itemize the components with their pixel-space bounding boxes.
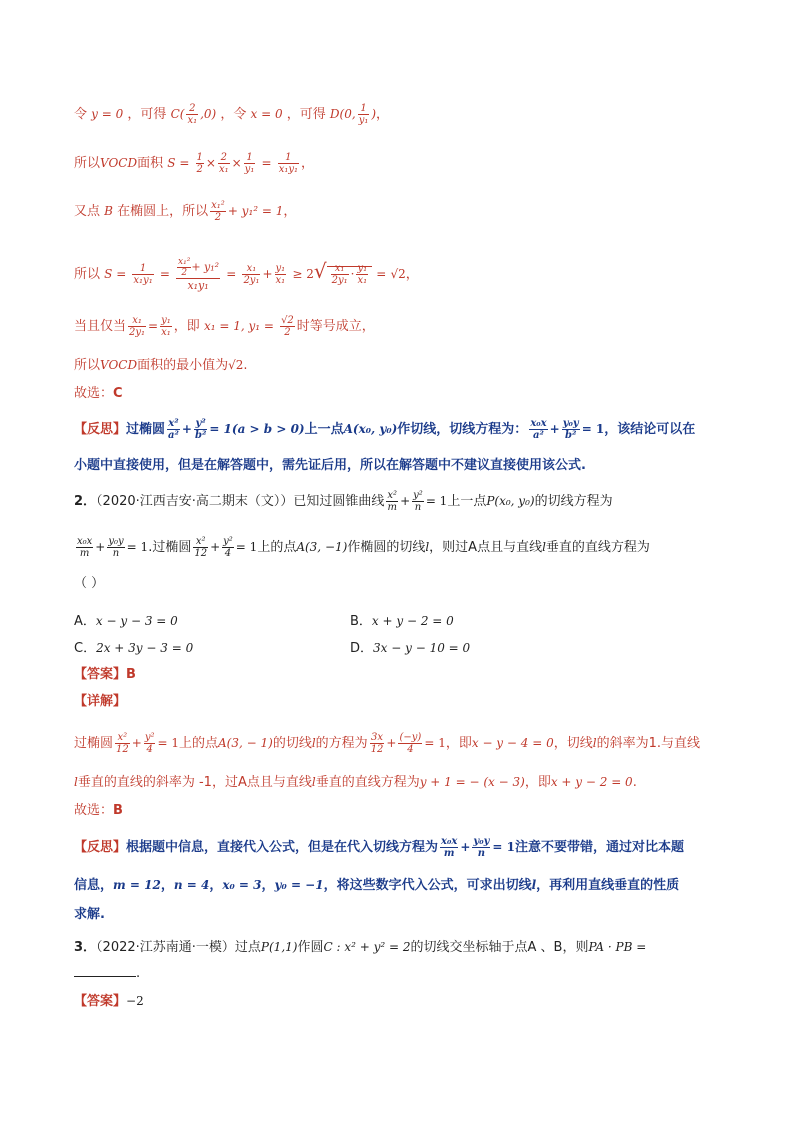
math: l bbox=[74, 775, 78, 789]
q3-blank-line bbox=[74, 964, 140, 984]
math: + bbox=[95, 540, 106, 554]
q2-detail-line-2 bbox=[74, 772, 637, 793]
fraction: $\frac{\text{x²}}{m}$ bbox=[387, 490, 398, 513]
text: 小题中直接使用，但是在解答题中，需先证后用，所以在解答题中不建议直接使用该公式. bbox=[74, 458, 586, 473]
q2-paren bbox=[74, 574, 104, 594]
q2-stem-line-2 bbox=[74, 536, 650, 559]
text: 的切线方程为 bbox=[534, 494, 613, 509]
math: √2 bbox=[228, 358, 244, 372]
text: 故选： bbox=[74, 803, 114, 818]
fraction: $\frac{1}{\text{y₁}}$ bbox=[244, 152, 255, 175]
math: = bbox=[159, 267, 170, 281]
text: 信息， bbox=[74, 878, 114, 893]
text: ， bbox=[301, 156, 315, 171]
answer-paren: （ ） bbox=[74, 576, 105, 591]
text: 过椭圆 bbox=[74, 736, 114, 751]
math: S = bbox=[104, 267, 127, 281]
text: 所以 bbox=[74, 267, 101, 282]
fraction: $\frac{\text{x₁²}}{2}$ bbox=[211, 200, 225, 223]
math: VOCD bbox=[100, 358, 138, 372]
math: m = 12 bbox=[113, 878, 161, 892]
sqrt-sign: √ bbox=[313, 259, 327, 283]
text: ，将这些数字代入公式，可求出切线 bbox=[323, 878, 532, 893]
fraction: $\frac{1}{\text{x₁y₁}}$ bbox=[133, 263, 153, 286]
solution-line-3 bbox=[74, 200, 296, 223]
option-a bbox=[74, 611, 178, 632]
fraction: $\frac{\text{x₀x}}{m}$ bbox=[77, 536, 93, 559]
solution-line-1 bbox=[74, 103, 389, 126]
math: PA · PB = bbox=[588, 940, 647, 954]
math: y₀ = −1 bbox=[274, 878, 324, 892]
q2-detail-tag bbox=[74, 692, 126, 712]
option-text: x − y − 3 = 0 bbox=[95, 614, 178, 628]
option-text: 3x − y − 10 = 0 bbox=[373, 641, 471, 655]
fraction: $\frac{\text{x₀x}}{\text{a²}}$ bbox=[530, 418, 547, 441]
answer-tag: 【答案】 bbox=[74, 994, 127, 1009]
answer-letter: C bbox=[113, 386, 123, 401]
fraction: $\frac{\text{x₁}}{\text{2y₁}}$ bbox=[331, 263, 348, 286]
math: l bbox=[311, 775, 316, 789]
math: ≥ 2 bbox=[292, 267, 314, 281]
text: 上的点 bbox=[257, 540, 297, 555]
text: ， bbox=[160, 878, 174, 893]
math: D(0, bbox=[329, 107, 356, 121]
option-text: x + y − 2 = 0 bbox=[371, 614, 454, 628]
math: VOCD bbox=[100, 156, 138, 170]
tag: 【反思】 bbox=[74, 840, 127, 855]
text: ， bbox=[376, 107, 390, 122]
math: = bbox=[261, 156, 272, 170]
math: = 1 bbox=[235, 540, 258, 554]
text: 垂直的直线的斜率为 -1，过A点且与直线 bbox=[77, 775, 312, 790]
text: ，再利用直线垂直的性质 bbox=[536, 878, 680, 893]
fraction: $\frac{1}{2}$ bbox=[196, 152, 203, 175]
fraction: $\frac{\text{x²}}{\text{a²}}$ bbox=[168, 418, 179, 441]
answer-blank[interactable] bbox=[74, 964, 136, 977]
fraction: $\frac{\text{y²}}{4}$ bbox=[144, 732, 155, 755]
text: 面积的最小值为 bbox=[137, 358, 229, 373]
math: × bbox=[231, 156, 242, 170]
text: 根据题中信息，直接代入公式，但是在代入切线方程为 bbox=[126, 840, 439, 855]
text: ， bbox=[405, 267, 419, 282]
option-c bbox=[74, 638, 193, 659]
fraction: $\frac{\text{y₀y}}{\text{b²}}$ bbox=[562, 418, 579, 441]
solution-line-6 bbox=[74, 355, 248, 376]
math: × bbox=[205, 156, 216, 170]
math: = 1 bbox=[581, 422, 605, 436]
math: l bbox=[425, 540, 430, 554]
text: ，可得 bbox=[127, 107, 167, 122]
math: A(3, −1) bbox=[296, 540, 348, 554]
reflection-2-line-3 bbox=[74, 905, 105, 925]
fraction: $\frac{\text{y₁}}{\text{x₁}}$ bbox=[275, 263, 286, 286]
math: √2 bbox=[390, 267, 406, 281]
fraction: $\frac{\text{y₀y}}{n}$ bbox=[108, 536, 124, 559]
question-source: （2022·江苏南通·一模） bbox=[96, 940, 235, 955]
option-label: A． bbox=[74, 614, 96, 629]
question-number: 2． bbox=[74, 494, 97, 509]
text: 过椭圆 bbox=[126, 422, 166, 437]
math: l bbox=[531, 878, 537, 892]
fraction: $\frac{\text{y₁}}{\text{x₁}}$ bbox=[161, 315, 171, 338]
text: 的斜率为1.与直线 bbox=[596, 736, 700, 751]
text: 故选： bbox=[74, 386, 114, 401]
text: 上一点 bbox=[447, 494, 487, 509]
reflection-1-line-1 bbox=[74, 418, 695, 441]
math: x + y − 2 = 0 bbox=[550, 775, 633, 789]
q2-answer bbox=[74, 665, 136, 685]
answer-value: B bbox=[126, 667, 136, 682]
option-label: B． bbox=[350, 614, 372, 629]
math: = 1 bbox=[126, 540, 149, 554]
option-d bbox=[350, 638, 470, 659]
choose-line bbox=[74, 384, 123, 404]
text: 当且仅当 bbox=[74, 319, 127, 334]
math: ,0) bbox=[200, 107, 217, 121]
fraction: $\frac{(-y)}{4}$ bbox=[399, 732, 422, 755]
q3-answer bbox=[74, 991, 144, 1012]
math: + bbox=[386, 736, 397, 750]
fraction: $\frac{\text{x₀x}}{m}$ bbox=[441, 836, 458, 859]
text: ， bbox=[209, 878, 223, 893]
fraction: $\frac{\text{y₀y}}{n}$ bbox=[473, 836, 490, 859]
text: ， bbox=[283, 204, 297, 219]
math: + bbox=[549, 422, 560, 436]
text: 作椭圆的切线 bbox=[347, 540, 426, 555]
text: ，切线 bbox=[553, 736, 593, 751]
text: 令 bbox=[74, 107, 88, 122]
text: 时等号成立， bbox=[296, 319, 375, 334]
math: l bbox=[592, 736, 597, 750]
text: 的方程为 bbox=[315, 736, 368, 751]
fraction: $\frac{2}{\text{x₁}}$ bbox=[218, 152, 229, 175]
option-b bbox=[350, 611, 454, 632]
math: y + 1 = − (x − 3) bbox=[419, 775, 525, 789]
text: ，令 bbox=[220, 107, 247, 122]
text: 作圆 bbox=[297, 940, 324, 955]
math: + bbox=[460, 840, 471, 854]
fraction: $\frac{√2}{2}$ bbox=[281, 315, 294, 338]
math: + bbox=[210, 540, 221, 554]
text: ，即 bbox=[524, 775, 551, 790]
text: 过点 bbox=[234, 940, 261, 955]
text: .过椭圆 bbox=[148, 540, 192, 555]
text: 所以 bbox=[74, 156, 101, 171]
fraction: $\frac{3x}{12}$ bbox=[370, 732, 384, 755]
math: = 1 bbox=[425, 494, 448, 508]
reflection-1-line-2 bbox=[74, 456, 586, 476]
math: l bbox=[311, 736, 316, 750]
math: P(x₀, y₀) bbox=[486, 494, 535, 508]
math: = bbox=[148, 319, 159, 333]
text: ，则过A点且与直线 bbox=[429, 540, 543, 555]
text: . bbox=[632, 775, 637, 790]
fraction: $\frac{\text{x₁}}{\text{2y₁}}$ bbox=[129, 315, 146, 338]
solution-line-5 bbox=[74, 315, 375, 338]
answer-tag: 【答案】 bbox=[74, 667, 127, 682]
math: = 1(a > b > 0) bbox=[209, 422, 305, 436]
math: + bbox=[181, 422, 192, 436]
text: 垂直的直线方程为 bbox=[315, 775, 420, 790]
math: ) bbox=[371, 107, 377, 121]
q2-stem-line-1 bbox=[74, 490, 613, 513]
math: y = 0 bbox=[91, 107, 124, 121]
math: = 1 bbox=[424, 736, 446, 750]
text: 在椭圆上，所以 bbox=[117, 204, 209, 219]
text: 的切线交坐标轴于点A 、B，则 bbox=[410, 940, 589, 955]
text: 垂直的直线方程为 bbox=[545, 540, 650, 555]
fraction: $\frac{\text{y₁}}{\text{x₁}}$ bbox=[357, 263, 368, 286]
text: ，该结论可以在 bbox=[604, 422, 696, 437]
math: = 1 bbox=[157, 736, 179, 750]
math: + bbox=[131, 736, 142, 750]
q3-stem-line-1 bbox=[74, 937, 646, 958]
solution-line-2 bbox=[74, 152, 314, 175]
math: C( bbox=[170, 107, 185, 121]
math: x − y − 4 = 0 bbox=[471, 736, 554, 750]
math: = bbox=[226, 267, 237, 281]
text: 又点 bbox=[74, 204, 101, 219]
tag: 【反思】 bbox=[74, 422, 127, 437]
math: + y₁² = 1 bbox=[227, 204, 284, 218]
math: n = 4 bbox=[173, 878, 210, 892]
text: ，即 bbox=[445, 736, 472, 751]
math: P(1,1) bbox=[260, 940, 298, 954]
text: . bbox=[243, 358, 248, 373]
q2-choose bbox=[74, 801, 123, 821]
math: = bbox=[376, 267, 387, 281]
text: 的切线 bbox=[272, 736, 312, 751]
text: 求解. bbox=[74, 907, 105, 922]
fraction: $\frac{2}{\text{x₁}}$ bbox=[187, 103, 198, 126]
fraction: $\frac{\text{y²}}{\text{b²}}$ bbox=[194, 418, 207, 441]
math: x₁ = 1, y₁ = bbox=[203, 319, 274, 333]
fraction: $\frac{1}{\text{y₁}}$ bbox=[358, 103, 369, 126]
math: = 1 bbox=[492, 840, 516, 854]
text: ，可得 bbox=[286, 107, 326, 122]
text: . bbox=[136, 966, 141, 981]
math: + bbox=[400, 494, 411, 508]
question-number: 3． bbox=[74, 940, 97, 955]
question-source: （2020·江西吉安·高二期末（文）） bbox=[96, 494, 294, 509]
fraction: $\frac{\text{x₁}}{\text{2y₁}}$ bbox=[243, 263, 260, 286]
fraction: $\frac{\text{y²}}{n}$ bbox=[413, 490, 423, 513]
math: A(3, − 1) bbox=[218, 736, 273, 750]
math: C : x² + y² = 2 bbox=[323, 940, 411, 954]
text: 所以 bbox=[74, 358, 101, 373]
fraction: $\frac{\text{y²}}{4}$ bbox=[223, 536, 233, 559]
answer-letter: B bbox=[113, 803, 123, 818]
answer-value: −2 bbox=[126, 994, 144, 1008]
text: ， bbox=[261, 878, 275, 893]
fraction: $\frac{\text{x²}}{12}$ bbox=[194, 536, 208, 559]
fraction: $\frac{\text{x²}}{12}$ bbox=[116, 732, 129, 755]
math: S = bbox=[167, 156, 190, 170]
text: 作切线，切线方程为： bbox=[397, 422, 528, 437]
reflection-2-line-1 bbox=[74, 836, 684, 859]
q2-detail-line-1 bbox=[74, 732, 700, 755]
math: x₀ = 3 bbox=[222, 878, 262, 892]
solution-line-4 bbox=[74, 257, 419, 292]
fraction: $\frac{1}{\text{x₁y₁}}$ bbox=[278, 152, 298, 175]
math: B bbox=[104, 204, 113, 218]
reflection-2-line-2 bbox=[74, 875, 679, 896]
text: 注意不要带错，通过对比本题 bbox=[515, 840, 685, 855]
math: x = 0 bbox=[250, 107, 283, 121]
math: A(x₀, y₀) bbox=[343, 422, 398, 436]
text: 上一点 bbox=[304, 422, 344, 437]
text: 已知过圆锥曲线 bbox=[293, 494, 385, 509]
option-text: 2x + 3y − 3 = 0 bbox=[96, 641, 194, 655]
text: 上的点 bbox=[179, 736, 219, 751]
sqrt-body: $\frac{\text{x₁}}{\text{2y₁}}$ · $\frac{\text{y₁}}{\text{x₁}}$ bbox=[327, 266, 373, 282]
detail-tag: 【详解】 bbox=[74, 694, 127, 709]
math: + bbox=[262, 267, 273, 281]
text: 面积 bbox=[137, 156, 164, 171]
math: l bbox=[542, 540, 546, 554]
text: ，即 bbox=[173, 319, 200, 334]
fraction: $\frac{\text{x₁²}}{2}$ + y₁² x₁y₁ bbox=[178, 257, 220, 292]
option-label: D． bbox=[350, 641, 374, 656]
option-label: C． bbox=[74, 641, 97, 656]
